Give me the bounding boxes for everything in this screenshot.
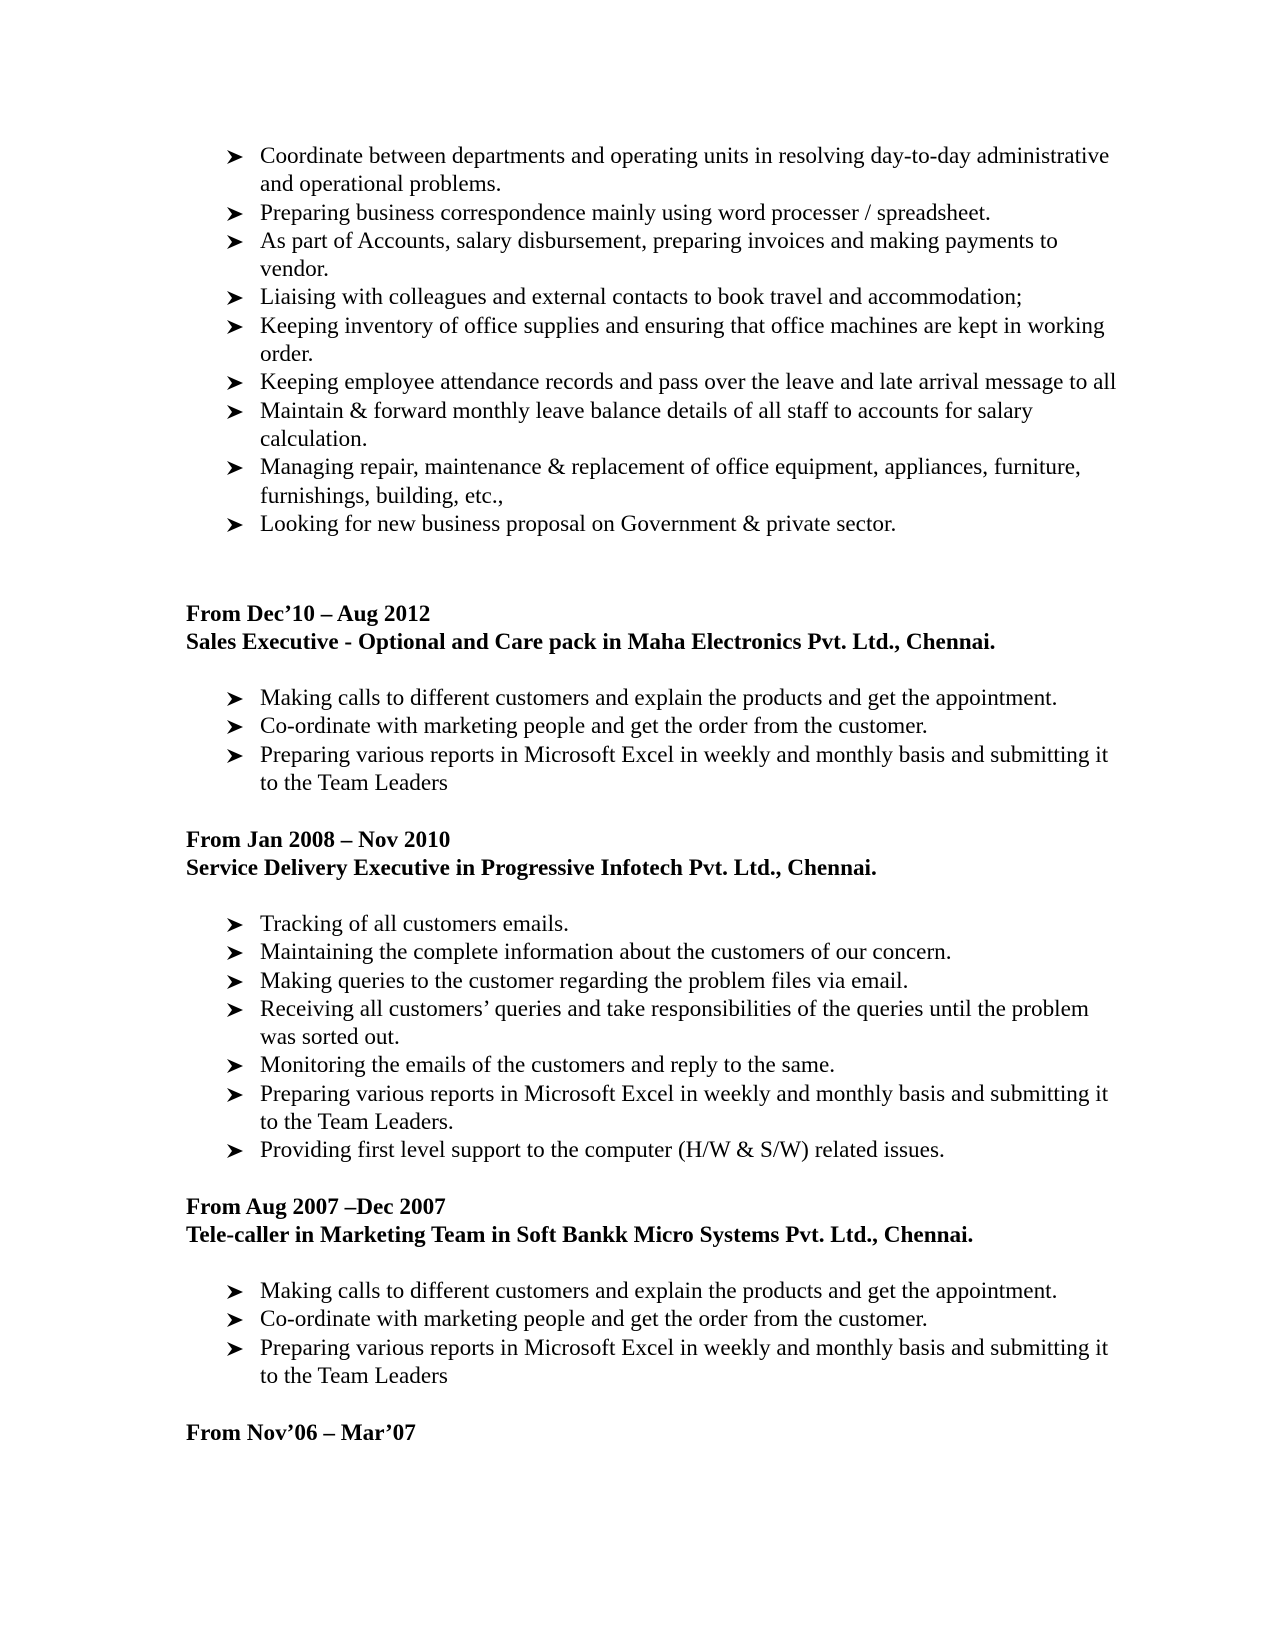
job-maha-electronics-duties: [186, 684, 1126, 797]
list-item: Making calls to different customers and explain the products and get the appointment.: [186, 1277, 1126, 1305]
job-title: Sales Executive - Optional and Care pack in Maha Electronics Pvt. Ltd., Chennai.: [186, 629, 996, 656]
bullet-list: [186, 1277, 1126, 1390]
arrow-bullet-icon: [226, 945, 244, 961]
list-item: Keeping employee attendance records and pass over the leave and late arrival message to all: [186, 368, 1126, 396]
job-title: Tele-caller in Marketing Team in Soft Bankk Micro Systems Pvt. Ltd., Chennai.: [186, 1222, 974, 1249]
job-soft-bankk: [186, 1193, 1126, 1250]
arrow-bullet-icon: [226, 719, 244, 735]
job-dates: From Nov’06 – Mar’07: [186, 1420, 416, 1446]
list-item: Making queries to the customer regarding the problem files via email.: [186, 967, 1126, 995]
arrow-bullet-icon: [226, 974, 244, 990]
arrow-bullet-icon: [226, 404, 244, 420]
arrow-bullet-icon: [226, 319, 244, 335]
list-item: Managing repair, maintenance & replacement of office equipment, appliances, furniture, furnishings, building, etc.,: [186, 453, 1126, 510]
arrow-bullet-icon: [226, 1312, 244, 1328]
list-item: Co-ordinate with marketing people and get the order from the customer.: [186, 1305, 1126, 1333]
arrow-bullet-icon: [226, 691, 244, 707]
bullet-list: [186, 910, 1126, 1165]
list-item: Keeping inventory of office supplies and ensuring that office machines are kept in working order.: [186, 312, 1126, 369]
list-item: Providing first level support to the computer (H/W & S/W) related issues.: [186, 1136, 1126, 1164]
list-item: Co-ordinate with marketing people and get the order from the customer.: [186, 712, 1126, 740]
list-item: Tracking of all customers emails.: [186, 910, 1126, 938]
list-item: Making calls to different customers and explain the products and get the appointment.: [186, 684, 1126, 712]
list-item: Receiving all customers’ queries and take responsibilities of the queries until the problem was sorted out.: [186, 995, 1126, 1052]
arrow-bullet-icon: [226, 517, 244, 533]
arrow-bullet-icon: [226, 748, 244, 764]
list-item: Preparing various reports in Microsoft Excel in weekly and monthly basis and submitting it to the Team Leaders.: [186, 1080, 1126, 1137]
arrow-bullet-icon: [226, 1341, 244, 1357]
arrow-bullet-icon: [226, 1143, 244, 1159]
list-item: Maintain & forward monthly leave balance details of all staff to accounts for salary calculation.: [186, 397, 1126, 454]
list-item: Liaising with colleagues and external contacts to book travel and accommodation;: [186, 283, 1126, 311]
job-dates: From Aug 2007 –Dec 2007: [186, 1194, 446, 1220]
job-maha-electronics: [186, 600, 1126, 657]
arrow-bullet-icon: [226, 206, 244, 222]
bullet-list: [186, 684, 1126, 797]
list-item: Preparing various reports in Microsoft Excel in weekly and monthly basis and submitting it to the Team Leaders: [186, 741, 1126, 798]
arrow-bullet-icon: [226, 375, 244, 391]
job-dates: From Jan 2008 – Nov 2010: [186, 827, 451, 853]
list-item: Coordinate between departments and operating units in resolving day-to-day administrative and operational problems.: [186, 142, 1126, 199]
responsibilities-continued: [186, 142, 1126, 538]
arrow-bullet-icon: [226, 290, 244, 306]
list-item: As part of Accounts, salary disbursement, preparing invoices and making payments to vendor.: [186, 227, 1126, 284]
bullet-list: [186, 142, 1126, 538]
list-item: Monitoring the emails of the customers and reply to the same.: [186, 1051, 1126, 1079]
arrow-bullet-icon: [226, 1087, 244, 1103]
job-nov06-mar07: [186, 1419, 1126, 1447]
arrow-bullet-icon: [226, 149, 244, 165]
job-progressive-infotech: [186, 826, 1126, 883]
arrow-bullet-icon: [226, 1058, 244, 1074]
job-title: Service Delivery Executive in Progressive Infotech Pvt. Ltd., Chennai.: [186, 855, 877, 882]
list-item: Preparing various reports in Microsoft Excel in weekly and monthly basis and submitting it to the Team Leaders: [186, 1334, 1126, 1391]
job-progressive-infotech-duties: [186, 910, 1126, 1165]
arrow-bullet-icon: [226, 1284, 244, 1300]
arrow-bullet-icon: [226, 917, 244, 933]
list-item: Looking for new business proposal on Government & private sector.: [186, 510, 1126, 538]
arrow-bullet-icon: [226, 234, 244, 250]
list-item: Maintaining the complete information about the customers of our concern.: [186, 938, 1126, 966]
arrow-bullet-icon: [226, 1002, 244, 1018]
job-dates: From Dec’10 – Aug 2012: [186, 601, 431, 627]
list-item: Preparing business correspondence mainly using word processer / spreadsheet.: [186, 199, 1126, 227]
job-soft-bankk-duties: [186, 1277, 1126, 1390]
arrow-bullet-icon: [226, 460, 244, 476]
